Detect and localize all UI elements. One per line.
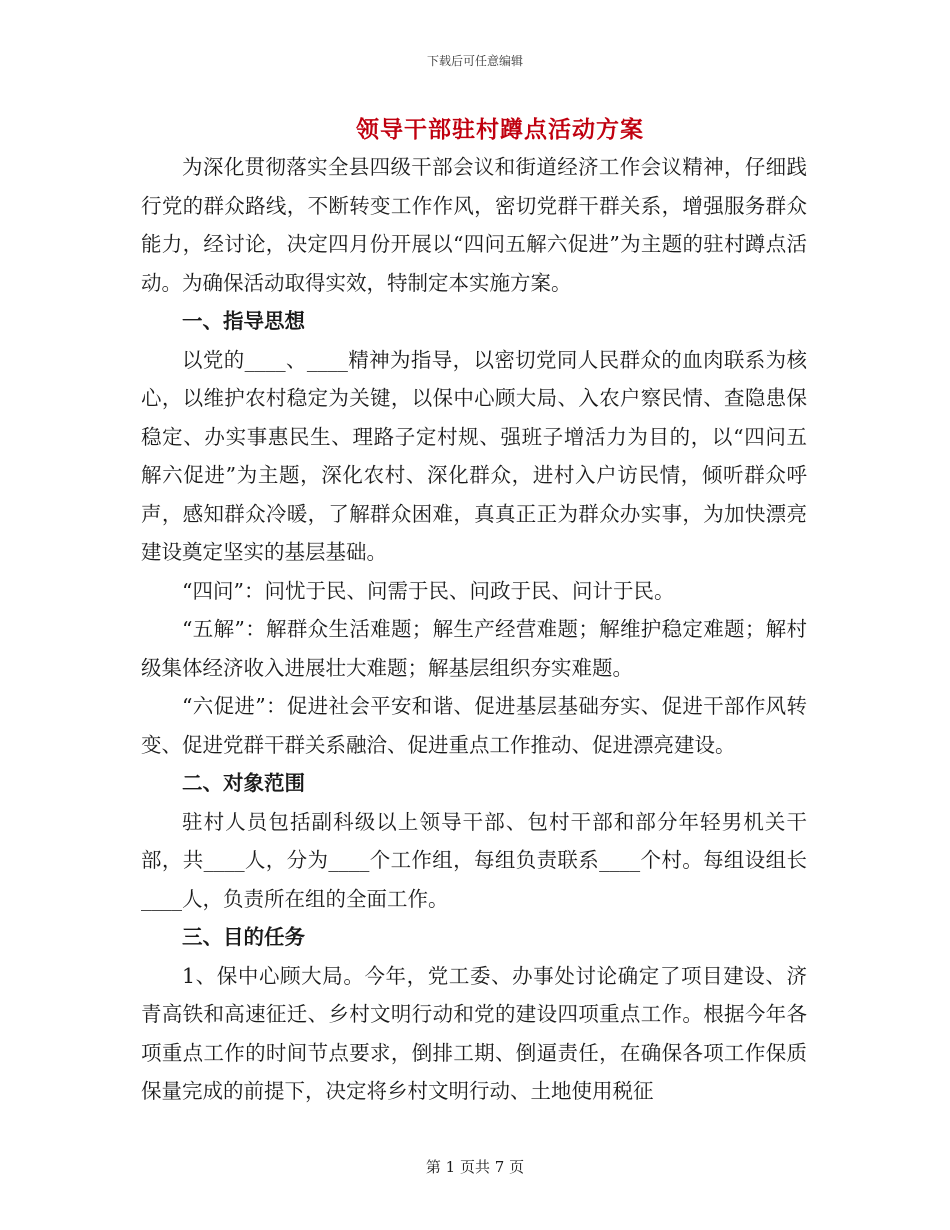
page-number-footer: 第 1 页共 7 页 <box>425 1158 525 1176</box>
document-title: 领导干部驻村蹲点活动方案 <box>356 116 644 143</box>
four-questions-paragraph: “四问”：问忧于民、问需于民、问政于民、问计于民。 <box>182 578 675 603</box>
intro-paragraph: 为深化贯彻落实全县四级干部会议和街道经济工作会议精神，仔细践行党的群众路线，不断转变工作作风，密切党群干群关系，增强服务群众能力，经讨论，决定四月份开展以“四问五解六促进”为主题的驻村蹲点活动。为确保活动取得实效，特制定本实施方案。 <box>141 155 807 295</box>
document-body <box>141 148 807 1111</box>
six-promotions-paragraph: “六促进”：促进社会平安和谐、促进基层基础夯实、促进干部作风转变、促进党群干群关系融洽、促进重点工作推动、促进漂亮建设。 <box>141 694 807 757</box>
section-heading-goals-tasks: 三、目的任务 <box>182 925 305 949</box>
goals-tasks-paragraph: 1、保中心顾大局。今年，党工委、办事处讨论确定了项目建设、济青高铁和高速征迁、乡村文明行动和党的建设四项重点工作。根据今年各项重点工作的时间节点要求，倒排工期、倒逼责任，在确保各项工作保质保量完成的前提下，决定将乡村文明行动、土地使用税征 <box>141 963 807 1103</box>
scope-paragraph: 驻村人员包括副科级以上领导干部、包村干部和部分年轻男机关干部，共____人，分为____个工作组，每组负责联系____个村。每组设组长____人，负责所在组的全面工作。 <box>141 809 807 911</box>
section-heading-scope: 二、对象范围 <box>182 771 305 795</box>
section-heading-guiding-ideology: 一、指导思想 <box>182 309 305 333</box>
guiding-ideology-paragraph: 以党的____、____精神为指导，以密切党同人民群众的血肉联系为核心，以维护农村稳定为关键，以保中心顾大局、入农户察民情、查隐患保稳定、办实事惠民生、理路子定村规、强班子增活力为目的，以“四问五解六促进”为主题，深化农村、深化群众，进村入户访民情，倾听群众呼声，感知群众冷暖，了解群众困难，真真正正为群众办实事，为加快漂亮建设奠定坚实的基层基础。 <box>141 347 807 564</box>
page-header-note: 下载后可任意编辑 <box>426 54 523 68</box>
five-solutions-paragraph: “五解”：解群众生活难题；解生产经营难题；解维护稳定难题；解村级集体经济收入进展壮大难题；解基层组织夯实难题。 <box>141 617 807 680</box>
